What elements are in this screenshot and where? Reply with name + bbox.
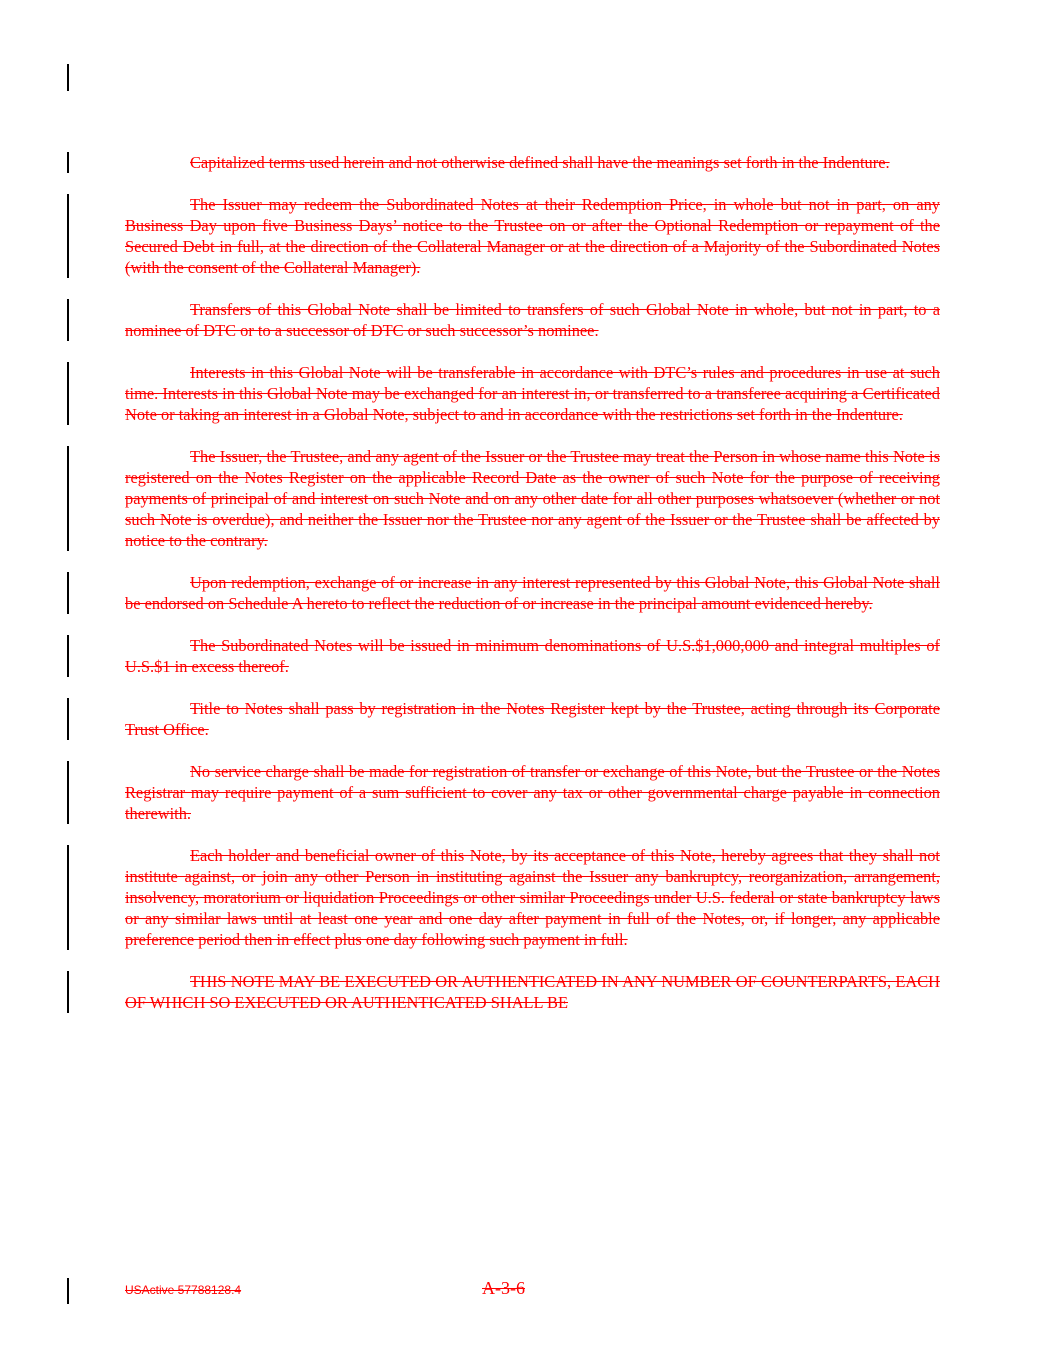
- paragraph-owner-treatment: The Issuer, the Trustee, and any agent of the Issuer or the Trustee may treat the Person in whose name this Note is registered on the Notes Register on the applicable Record Date as the owner of such Note for the purpose of receiving payments of principal of and interest on such Note and on any other date for all other purposes whatsoever (whether or not such Note is overdue), and neither the Issuer nor the Trustee nor any agent of the Issuer or the Trustee shall be affected by notice to the contrary.: [125, 447, 940, 550]
- document-body: [125, 152, 940, 1034]
- paragraph-denominations: The Subordinated Notes will be issued in minimum denominations of U.S.$1,000,000 and integral multiples of U.S.$1 in excess thereof.: [125, 636, 940, 676]
- paragraph-transfers: Transfers of this Global Note shall be limited to transfers of such Global Note in whole, but not in part, to a nominee of DTC or to a successor of DTC or such successor’s nominee.: [125, 300, 940, 340]
- paragraph-non-petition: Each holder and beneficial owner of this Note, by its acceptance of this Note, hereby agrees that they shall not institute against, or join any other Person in instituting against the Issuer any bankruptcy, reorganization, arrangement, insolvency, moratorium or liquidation Proceedings or other similar Proceedings under U.S. federal or state bankruptcy laws or any similar laws until at least one year and one day after payment in full of the Notes, or, if longer, any applicable preference period then in effect plus one day following such payment in full.: [125, 846, 940, 949]
- footer-page-number: A-3-6: [482, 1278, 525, 1298]
- paragraph-counterparts: THIS NOTE MAY BE EXECUTED OR AUTHENTICATED IN ANY NUMBER OF COUNTERPARTS, EACH OF WHICH SO EXECUTED OR AUTHENTICATED SHALL BE: [125, 972, 940, 1012]
- paragraph-defined-terms: Capitalized terms used herein and not otherwise defined shall have the meanings set forth in the Indenture.: [125, 152, 940, 173]
- paragraph-redemption: The Issuer may redeem the Subordinated Notes at their Redemption Price, in whole but not in part, on any Business Day upon five Business Days’ notice to the Trustee on or after the Optional Redemption or repayment of the Secured Debt in full, at the direction of the Collateral Manager or at the direction of a Majority of the Subordinated Notes (with the consent of the Collateral Manager).: [125, 195, 940, 277]
- paragraph-endorsement: Upon redemption, exchange of or increase in any interest represented by this Global Note, this Global Note shall be endorsed on Schedule A hereto to reflect the reduction of or increase in the principal amount evidenced hereby.: [125, 573, 940, 613]
- paragraph-service-charge: No service charge shall be made for registration of transfer or exchange of this Note, but the Trustee or the Notes Registrar may require payment of a sum sufficient to cover any tax or other governmental charge payable in connection therewith.: [125, 762, 940, 823]
- footer-change-bar: [67, 1278, 69, 1304]
- change-bar: [67, 64, 69, 91]
- paragraph-title: Title to Notes shall pass by registration in the Notes Register kept by the Trustee, acting through its Corporate Trust Office.: [125, 699, 940, 739]
- paragraph-interests: Interests in this Global Note will be transferable in accordance with DTC’s rules and procedures in use at such time. Interests in this Global Note may be exchanged for an interest in, or transferred to a transferee acquiring a Certificated Note or taking an interest in a Global Note, subject to and in accordance with the restrictions set forth in the Indenture.: [125, 363, 940, 424]
- footer-document-id: USActive 57788128.4: [125, 1283, 242, 1297]
